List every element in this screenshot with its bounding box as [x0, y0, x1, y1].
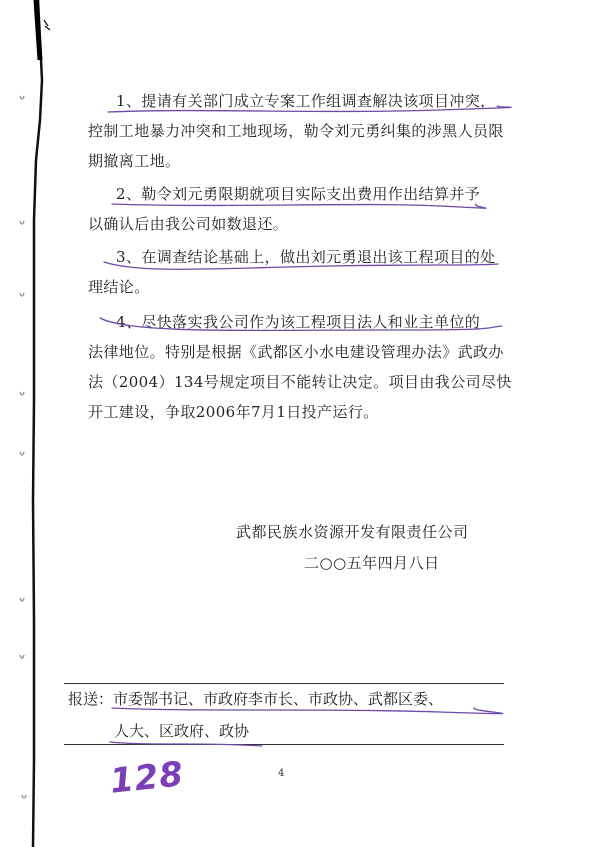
paragraph-3-line-2: 理结论。: [88, 278, 150, 296]
page-number: 4: [278, 768, 285, 779]
signature-company: 武都民族水资源开发有限责任公司: [236, 523, 469, 541]
paragraph-1-line-1: 1、提请有关部门成立专案工作组调查解决该项目冲突，: [116, 92, 496, 110]
paragraph-4-line-4: 开工建设，争取2006年7月1日投产运行。: [88, 403, 379, 421]
binding-edge: [0, 0, 60, 847]
paragraph-2-line-2: 以确认后由我公司如数退还。: [88, 215, 289, 233]
handwritten-number: 128: [108, 754, 186, 802]
paragraph-4: [88, 307, 528, 427]
report-line-1: 报送：市委郜书记、市政府李市长、市政协、武都区委、: [68, 690, 444, 708]
paragraph-4-line-1: 4、尽快落实我公司作为该工程项目法人和业主单位的: [116, 313, 481, 331]
report-bottom-rule: [64, 744, 504, 745]
paragraph-4-line-3: 法（2004）134号规定项目不能转让决定。项目由我公司尽快: [88, 373, 512, 391]
paragraph-2: [88, 179, 528, 239]
paragraph-4-line-2: 法律地位。特别是根据《武都区小水电建设管理办法》武政办: [88, 343, 504, 361]
report-top-rule: [64, 683, 504, 684]
paragraph-1-line-3: 期撤离工地。: [88, 152, 181, 170]
paragraph-3-line-1: 3、在调查结论基础上，做出刘元勇退出该工程项目的处: [116, 248, 496, 266]
report-line-2: 人大、区政府、政协: [114, 722, 250, 740]
paragraph-1-line-2: 控制工地暴力冲突和工地现场，勒令刘元勇纠集的涉黑人员限: [88, 122, 504, 140]
paragraph-3: [88, 242, 528, 302]
paragraph-1: [88, 86, 528, 176]
paragraph-2-line-1: 2、勒令刘元勇限期就项目实际支出费用作出结算并予: [116, 185, 481, 203]
signature-date: 二○○五年四月八日: [304, 554, 440, 572]
